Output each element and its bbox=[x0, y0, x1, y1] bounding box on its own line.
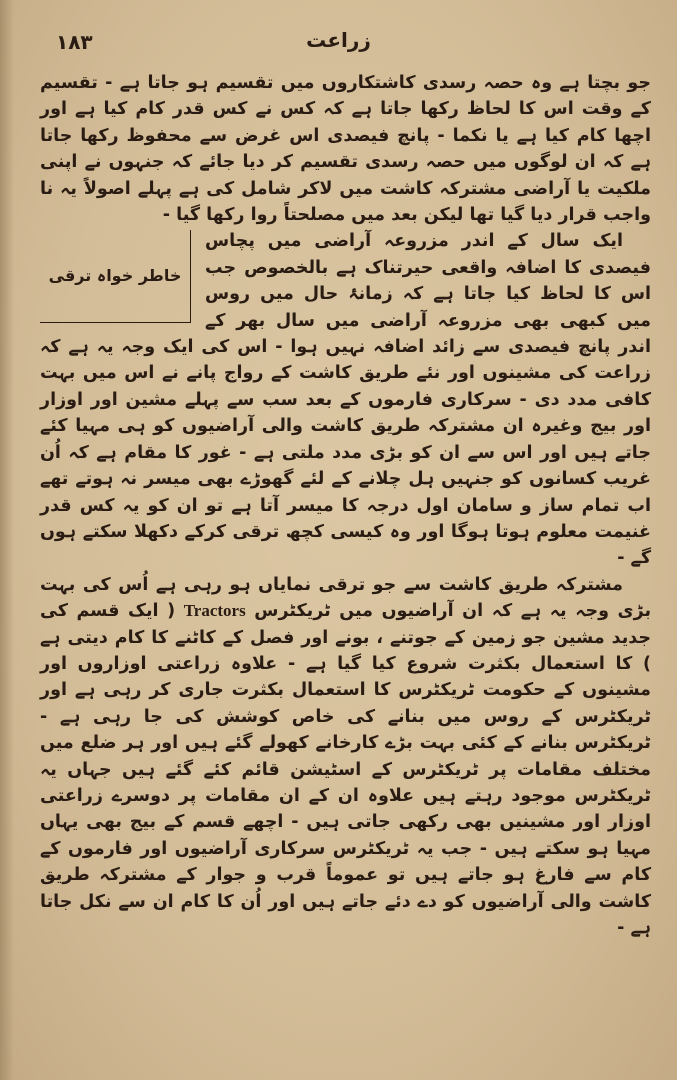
margin-note: خاطر خواہ ترقی bbox=[40, 230, 191, 323]
paragraph-1: جو بچتا ہے وہ حصہ رسدی کاشتکاروں میں تقسیم ہو جاتا ہے - تقسیم کے وقت اس کا لحاظ رکھا جاتا ہے کہ کس نے کس قدر کام کیا ہے اور اچھا کام کیا ہے یا نکما - پانچ فیصدی اس غرض سے محفوظ رکھا جاتا ہے کہ ان لوگوں میں حصہ رسدی تقسیم کر دیا جائے کہ جنہوں نے اپنی ملکیت یا آراضی مشترکہ کاشت میں لاکر شامل کی ہے پہلے اصولاً یہ نا واجب قرار دیا گیا تھا لیکن بعد میں مصلحتاً روا رکھا گیا - bbox=[40, 73, 651, 226]
page-number: ۱۸۳ bbox=[56, 30, 93, 54]
paragraph-2: ایک سال کے اندر مزروعہ آراضی میں پچاس فیصدی کا اضافہ واقعی حیرتناک ہے بالخصوص جب اس کا لحاظ کیا جاتا ہے کہ زمانۂ حال میں روس میں کبھی بھی مزروعہ آراضی میں سال بھر کے اندر پانچ فیصدی سے زائد اضافہ نہیں ہوا - اس کی ایک وجہ یہ ہے کہ زراعت کی مشینوں اور نئے طریق کاشت کے رواج پانے نے اس میں بہت کافی مدد دی - سرکاری فارموں کے بعد سب سے پہلے مشین اور اوزار اور بیج وغیرہ ان مشترکہ طریق کاشت والی آراضیوں کو ہی مہیا کئے جاتے ہیں اور اس سے ان کو بڑی مدد ملتی ہے - غور کا مقام ہے کہ اُن غریب کسانوں کو جنہیں ہل چلانے کے لئے گھوڑے بھی میسر نہ ہوتے تھے اب تمام ساز و سامان اول درجہ کا میسر آتا ہے تو ان کو یہ کس قدر غنیمت معلوم ہوتا ہوگا اور وہ کیسی کچھ ترقی کرکے دکھلا سکتے ہوں گے - bbox=[40, 231, 651, 569]
latin-term: Tractors bbox=[183, 601, 246, 621]
paragraph-3 bbox=[40, 572, 651, 942]
page-header bbox=[40, 28, 637, 58]
running-head: زراعت bbox=[306, 28, 371, 52]
body-text bbox=[40, 70, 651, 941]
paragraph-3-rest: ( ایک قسم کی جدید مشین جو زمین کے جوتنے ، بونے اور فصل کے کاٹنے کا کام دیتی ہے ) کا استعمال بکثرت شروع کیا گیا ہے - علاوہ زراعتی اوزاروں اور مشینوں کے حکومت ٹریکٹرس کا استعمال بکثرت جاری کر رہی ہے اور ٹریکٹرس کے روس میں بنانے کی خاص کوشش کی جا رہی ہے - ٹریکٹرس بنانے کے کئی بہت بڑے کارخانے کھولے گئے ہیں اور ہر ضلع میں مختلف مقامات پر ٹریکٹرس کے اسٹیشن قائم کئے گئے ہیں جہاں یہ ٹریکٹرس موجود رہتے ہیں علاوہ ان کے ان مقامات پر دوسرے زراعتی اوزار اور مشینیں بھی رکھی جاتی ہیں - اچھے قسم کے بیج بھی یہاں مہیا ہو سکتے ہیں - جب یہ ٹریکٹرس سرکاری آراضیوں اور فارموں کے کام سے فارغ ہو جاتے ہیں تو عموماً قرب و جوار کے مشترکہ طریق کاشت والی آراضیوں کو دے دئے جاتے ہیں اور اُن کا کام ان سے نکل جاتا ہے - bbox=[40, 601, 651, 938]
paragraph-3-start: مشترکہ طریق کاشت سے جو ترقی نمایاں ہو رہی ہے اُس کی بہت بڑی وجہ یہ ہے کہ ان آراضیوں میں ٹریکٹرس bbox=[40, 574, 652, 622]
page-spine-shadow bbox=[0, 0, 14, 1080]
